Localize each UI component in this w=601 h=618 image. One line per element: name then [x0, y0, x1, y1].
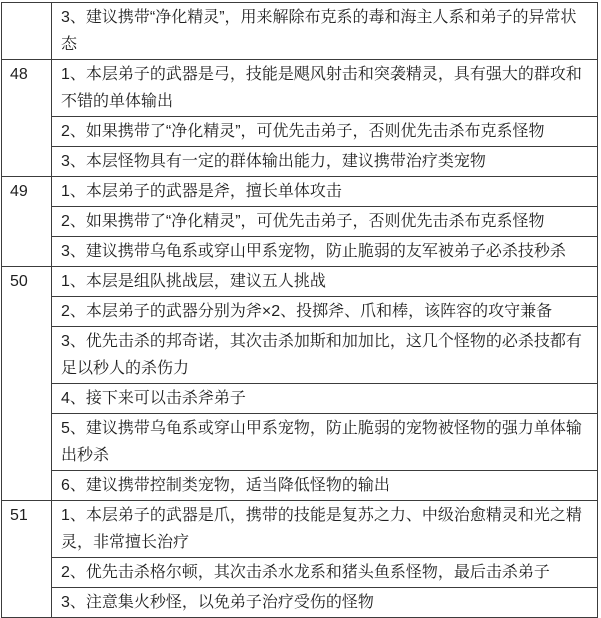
table-row: [2, 237, 598, 267]
guide-item: 2、本层弟子的武器分别为斧×2、投掷斧、爪和棒，该阵容的攻守兼备: [52, 297, 598, 327]
guide-item: 1、本层弟子的武器是弓，技能是飓风射击和突袭精灵，具有强大的群攻和不错的单体输出: [52, 60, 598, 117]
table-row: [2, 267, 598, 297]
table-row: [2, 117, 598, 147]
floor-strategy-table: [1, 2, 598, 618]
table-row: [2, 147, 598, 177]
table-row: [2, 60, 598, 117]
floor-cell-51: 51: [2, 501, 52, 618]
table-row: [2, 327, 598, 384]
table-row: [2, 177, 598, 207]
guide-item: 1、本层弟子的武器是爪，携带的技能是复苏之力、中级治愈精灵和光之精灵，非常擅长治疗: [52, 501, 598, 558]
floor-cell-49: 49: [2, 177, 52, 267]
table-row: [2, 414, 598, 471]
table-row: [2, 588, 598, 618]
guide-item: 2、如果携带了“净化精灵”，可优先击弟子，否则优先击杀布克系怪物: [52, 207, 598, 237]
table-row: [2, 207, 598, 237]
guide-item: 3、优先击杀的邦奇诺，其次击杀加斯和加加比，这几个怪物的必杀技都有足以秒人的杀伤力: [52, 327, 598, 384]
table-row: [2, 471, 598, 501]
table-row: [2, 558, 598, 588]
floor-cell-48: 48: [2, 60, 52, 177]
guide-item: 2、如果携带了“净化精灵”，可优先击弟子，否则优先击杀布克系怪物: [52, 117, 598, 147]
table-row: [2, 297, 598, 327]
guide-item: 3、注意集火秒怪，以免弟子治疗受伤的怪物: [52, 588, 598, 618]
floor-cell-50: 50: [2, 267, 52, 501]
floor-cell-empty: [2, 3, 52, 60]
guide-item: 1、本层弟子的武器是斧，擅长单体攻击: [52, 177, 598, 207]
guide-item: 4、接下来可以击杀斧弟子: [52, 384, 598, 414]
guide-item: 2、优先击杀格尔顿，其次击杀水龙系和猪头鱼系怪物，最后击杀弟子: [52, 558, 598, 588]
guide-item: 6、建议携带控制类宠物，适当降低怪物的输出: [52, 471, 598, 501]
table-row: [2, 384, 598, 414]
guide-item: 3、本层怪物具有一定的群体输出能力，建议携带治疗类宠物: [52, 147, 598, 177]
table-row: [2, 3, 598, 60]
table-row: [2, 501, 598, 558]
guide-item: 1、本层是组队挑战层，建议五人挑战: [52, 267, 598, 297]
guide-item: 5、建议携带乌龟系或穿山甲系宠物，防止脆弱的宠物被怪物的强力单体输出秒杀: [52, 414, 598, 471]
guide-item: 3、建议携带“净化精灵”，用来解除布克系的毒和海主人系和弟子的异常状态: [52, 3, 598, 60]
guide-item: 3、建议携带乌龟系或穿山甲系宠物，防止脆弱的友军被弟子必杀技秒杀: [52, 237, 598, 267]
